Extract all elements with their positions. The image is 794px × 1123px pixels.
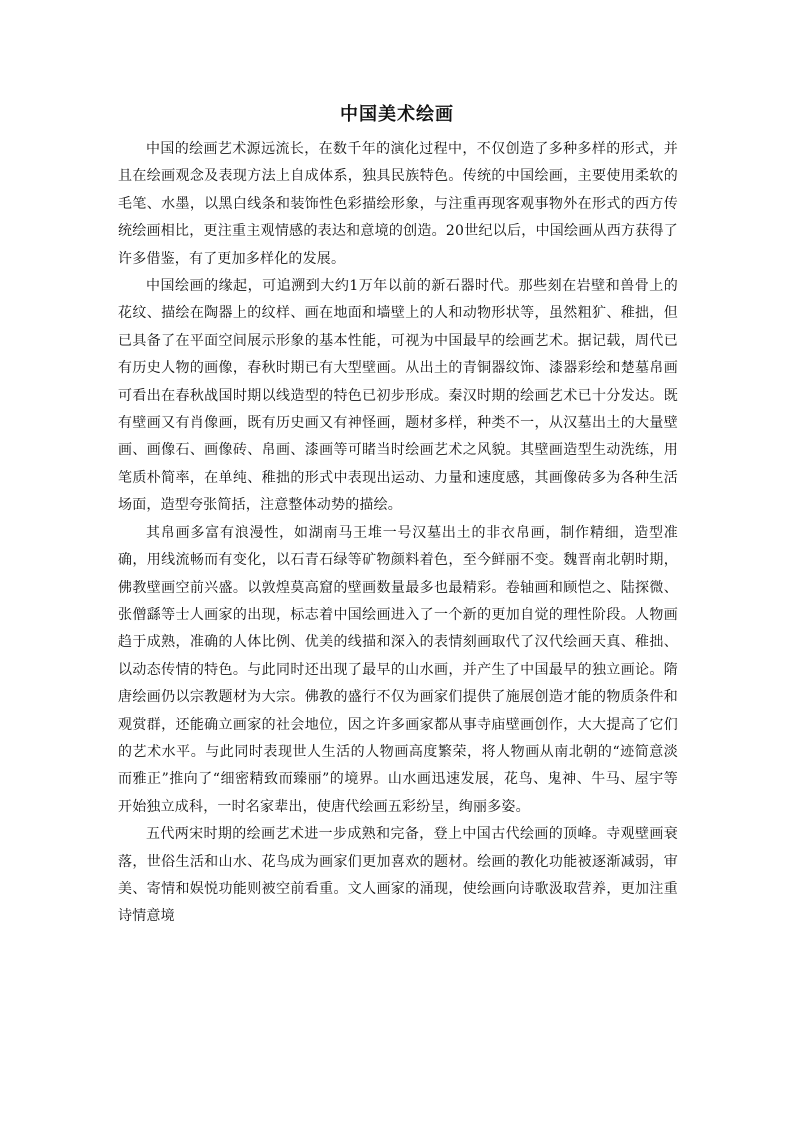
document-body — [118, 136, 678, 931]
paragraph-2: 中国绘画的缘起，可追溯到大约1万年以前的新石器时代。那些刻在岩壁和兽骨上的花纹、描绘在陶器上的纹样、画在地面和墙壁上的人和动物形状等，虽然粗犷、稚拙，但已具备了在平面空间展示形象的基本性能，可视为中国最早的绘画艺术。据记载，周代已有历史人物的画像，春秋时期已有大型壁画。从出土的青铜器纹饰、漆器彩绘和楚墓帛画可看出在春秋战国时期以线造型的特色已初步形成。秦汉时期的绘画艺术已十分发达。既有壁画又有肖像画，既有历史画又有神怪画，题材多样，种类不一，从汉墓出土的大量壁画、画像石、画像砖、帛画、漆画等可睹当时绘画艺术之风貌。其壁画造型生动洗练，用笔质朴简率，在单纯、稚拙的形式中表现出运动、力量和速度感，其画像砖多为各种生活场面，造型夸张简括，注意整体动势的描绘。 — [118, 278, 678, 514]
page-title: 中国美术绘画 — [340, 104, 454, 125]
paragraph-4: 五代两宋时期的绘画艺术进一步成熟和完备，登上中国古代绘画的顶峰。寺观壁画衰落，世俗生活和山水、花鸟成为画家们更加喜欢的题材。绘画的教化功能被逐渐减弱，审美、寄情和娱悦功能则被空前看重。文人画家的涌现，使绘画向诗歌汲取营养，更加注重诗情意境 — [118, 826, 678, 925]
paragraph-3: 其帛画多富有浪漫性，如湖南马王堆一号汉墓出土的非衣帛画，制作精细，造型准确，用线流畅而有变化，以石青石绿等矿物颜料着色，至今鲜丽不变。魏晋南北朝时期，佛教壁画空前兴盛。以敦煌莫高窟的壁画数量最多也最精彩。卷轴画和顾恺之、陆探微、张僧繇等士人画家的出现，标志着中国绘画进入了一个新的更加自觉的理性阶段。人物画趋于成熟，准确的人体比例、优美的线描和深入的表情刻画取代了汉代绘画天真、稚拙、以动态传情的特色。与此同时还出现了最早的山水画，并产生了中国最早的独立画论。隋唐绘画仍以宗教题材为大宗。佛教的盛行不仅为画家们提供了施展创造才能的物质条件和观赏群，还能确立画家的社会地位，因之许多画家都从事寺庙壁画创作，大大提高了它们的艺术水平。与此同时表现世人生活的人物画高度繁荣，将人物画从南北朝的“迹简意淡而雅正”推向了“细密精致而臻丽”的境界。山水画迅速发展，花鸟、鬼神、牛马、屋宇等开始独立成科，一时名家辈出，使唐代绘画五彩纷呈，绚丽多姿。 — [118, 524, 678, 815]
paragraph-1: 中国的绘画艺术源远流长，在数千年的演化过程中，不仅创造了多种多样的形式，并且在绘画观念及表现方法上自成体系，独具民族特色。传统的中国绘画，主要使用柔软的毛笔、水墨，以黑白线条和装饰性色彩描绘形象，与注重再现客观事物外在形式的西方传统绘画相比，更注重主观情感的表达和意境的创造。20世纪以后，中国绘画从西方获得了许多借鉴，有了更加多样化的发展。 — [118, 141, 678, 267]
